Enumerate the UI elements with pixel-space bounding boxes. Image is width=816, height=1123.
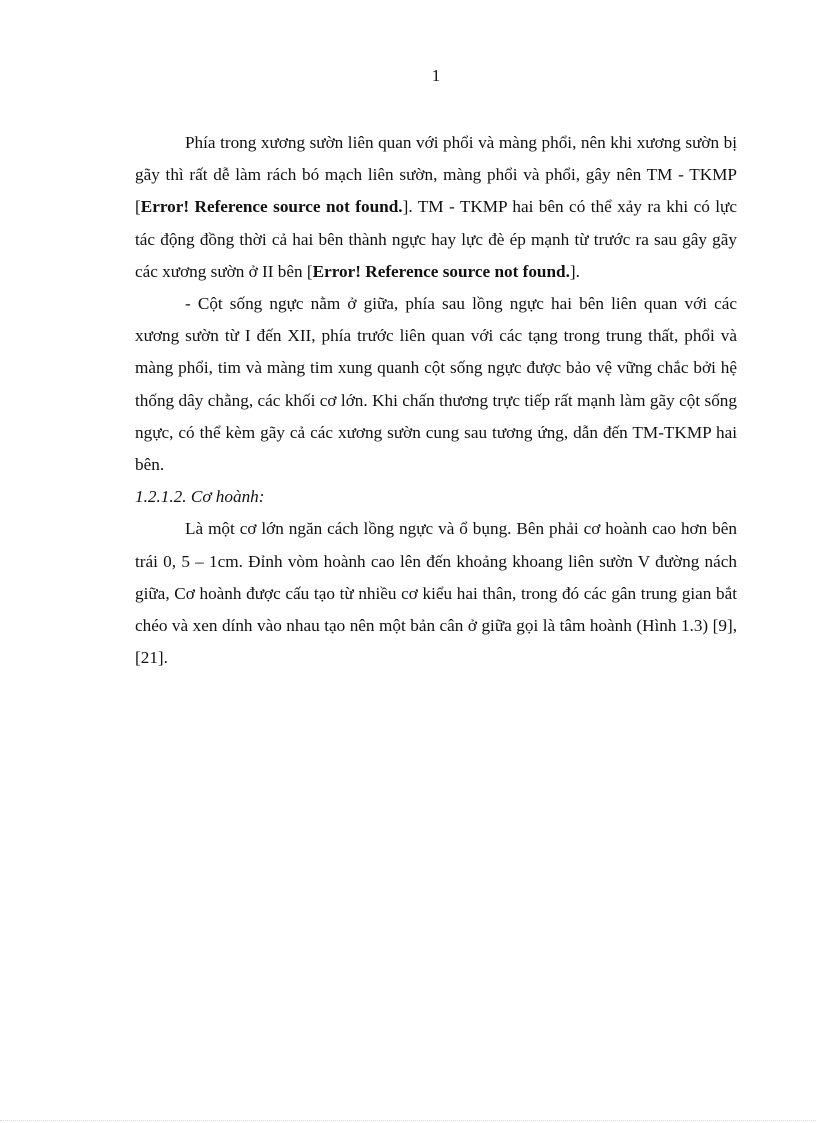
paragraph-text: ]. bbox=[569, 261, 580, 281]
reference-error: Error! Reference source not found. bbox=[312, 261, 570, 281]
document-body bbox=[135, 127, 737, 674]
paragraph-diaphragm: Là một cơ lớn ngăn cách lồng ngực và ổ bụng. Bên phải cơ hoành cao hơn bên trái 0, 5 – 1cm. Đỉnh vòm hoành cao lên đến khoảng khoang liên sườn V đường nách giữa, Cơ hoành được cấu tạo từ nhiều cơ kiểu hai thân, trong đó các gân trung gian bắt chéo và xen dính vào nhau tạo nên một bản cân ở giữa gọi là tâm hoành (Hình 1.3) [9], [21]. bbox=[135, 519, 737, 668]
paragraph-spine: - Cột sống ngực nằm ở giữa, phía sau lồng ngực hai bên liên quan với các xương sườn từ I đến XII, phía trước liên quan với các tạng trong trung thất, phổi và màng phổi, tim và màng tim xung quanh cột sống ngực được bảo vệ vững chắc bởi hệ thống dây chằng, các khối cơ lớn. Khi chấn thương trực tiếp rất mạnh làm gãy cột sống ngực, có thể kèm gãy cả các xương sườn cung sau tương ứng, dẫn đến TM-TKMP hai bên. bbox=[135, 294, 737, 475]
page-bottom-border bbox=[0, 1120, 816, 1121]
page-number: 1 bbox=[431, 66, 441, 85]
paragraph-text: ]. TM - TKMP hai bên có thể xảy ra khi có lực tác động đồng thời cả hai bên thành ngực hay lực đè ép mạnh từ trước ra sau gây gãy các xương sườn ở II bên [ bbox=[135, 197, 737, 281]
reference-error: Error! Reference source not found. bbox=[140, 197, 403, 217]
section-heading: 1.2.1.2. Cơ hoành: bbox=[135, 487, 265, 507]
paragraph-ribs bbox=[135, 127, 737, 288]
paragraph-text: Phía trong xương sườn liên quan với phổi và màng phổi, nên khi xương sườn bị gãy thì rất dễ làm rách bó mạch liên sườn, màng phổi và phổi, gây nên TM - TKMP [ bbox=[135, 133, 737, 217]
